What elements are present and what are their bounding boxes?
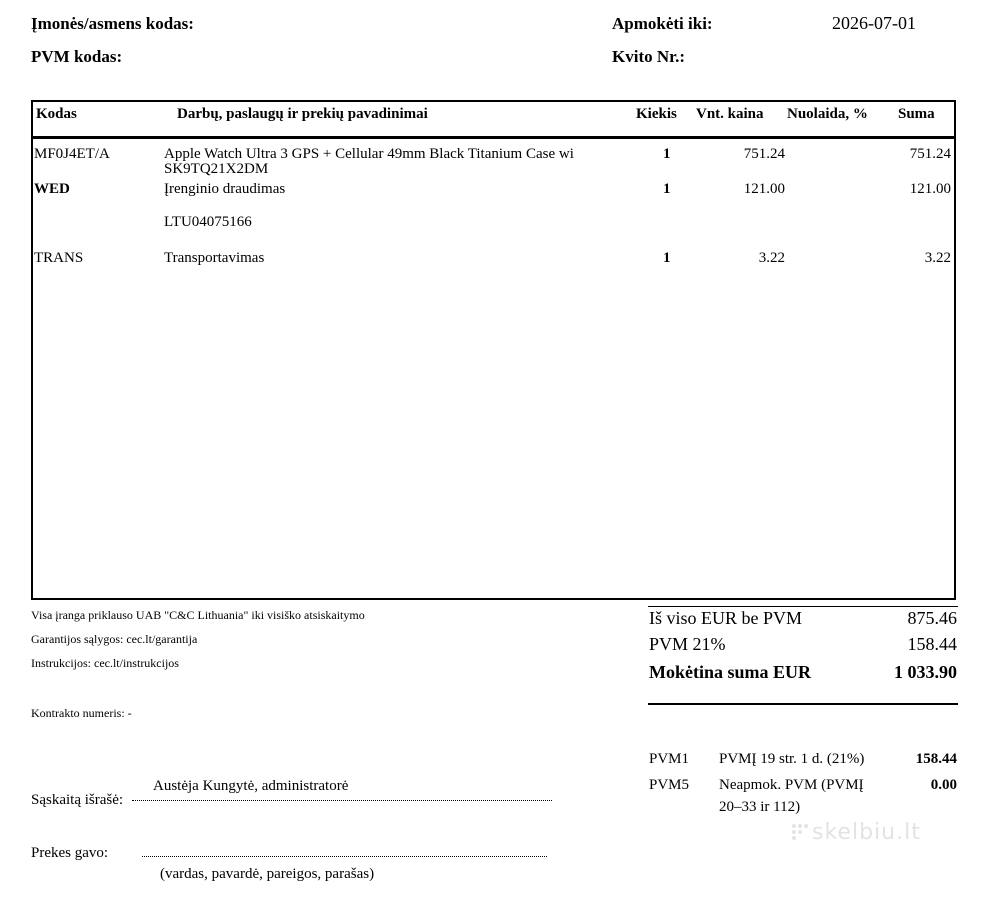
row-sum: 3.22 [924,250,951,266]
vat-code-label: PVM kodas: [31,47,123,66]
warranty-note: Garantijos sąlygos: cec.lt/garantija [31,632,198,646]
instructions-note: Instrukcijos: cec.lt/instrukcijos [31,656,179,670]
row-name: Transportavimas [164,250,265,266]
payable-label: Mokėtina suma EUR [649,662,812,682]
issued-by-value: Austėja Kungytė, administratorė [153,778,349,794]
row-code: TRANS [34,250,84,266]
row-sum: 751.24 [909,146,951,162]
vat-breakdown-value: 158.44 [915,751,957,767]
col-name: Darbų, paslaugų ir prekių pavadinimai [177,106,428,122]
received-by-hint: (vardas, pavardė, pareigos, parašas) [160,866,375,882]
col-unit-price: Vnt. kaina [696,106,764,122]
vat-breakdown-code: PVM5 [649,777,690,793]
vat-breakdown-desc: PVMĮ 19 str. 1 d. (21%) [719,751,865,767]
vat-breakdown-desc: Neapmok. PVM (PVMĮ [719,777,864,793]
vat-breakdown-desc-2: 20–33 ir 112) [719,799,801,815]
row-qty: 1 [663,250,671,266]
table-header-divider [31,136,956,139]
row-unit-price: 751.24 [743,146,785,162]
col-discount: Nuolaida, % [787,106,868,122]
vat-breakdown-value: 0.00 [930,777,957,793]
row-code: WED [34,181,70,197]
company-code-label: Įmonės/asmens kodas: [31,14,194,33]
row-qty: 1 [663,146,671,162]
contract-number: Kontrakto numeris: - [31,706,132,720]
received-by-label: Prekes gavo: [31,845,109,861]
vat-value: 158.44 [907,634,957,654]
issued-by-label: Sąskaitą išrašė: [31,792,124,808]
row-unit-price: 3.22 [758,250,785,266]
row-name: Apple Watch Ultra 3 GPS + Cellular 49mm Black Titanium Case wi [164,146,574,162]
pay-until-label: Apmokėti iki: [612,14,713,33]
vat-label: PVM 21% [649,634,726,654]
row-name: Įrenginio draudimas [164,181,286,197]
row-unit-price: 121.00 [743,181,785,197]
ownership-note: Visa įranga priklauso UAB "C&C Lithuania" iki visiško atsiskaitymo [31,608,365,622]
col-qty: Kiekis [636,106,677,122]
row-code: MF0J4ET/A [34,146,110,162]
total-without-vat-value: 875.46 [907,608,957,628]
row-qty: 1 [663,181,671,197]
col-code: Kodas [36,106,77,122]
watermark: skelbiu.lt [812,820,921,845]
payable-value: 1 033.90 [894,662,957,682]
vat-breakdown-code: PVM1 [649,751,690,767]
received-by-signature-line [142,856,547,857]
receipt-number-label: Kvito Nr.: [612,47,686,66]
totals-top-rule [648,606,958,607]
totals-bottom-rule [648,703,958,705]
col-sum: Suma [898,106,935,122]
pay-until-value: 2026-07-01 [832,13,916,33]
row-name-2: SK9TQ21X2DM [164,161,269,177]
row-sum: 121.00 [909,181,951,197]
issued-by-signature-line [132,800,552,801]
watermark-icon [790,822,810,842]
total-without-vat-label: Iš viso EUR be PVM [649,608,803,628]
row-name-2: LTU04075166 [164,214,252,230]
